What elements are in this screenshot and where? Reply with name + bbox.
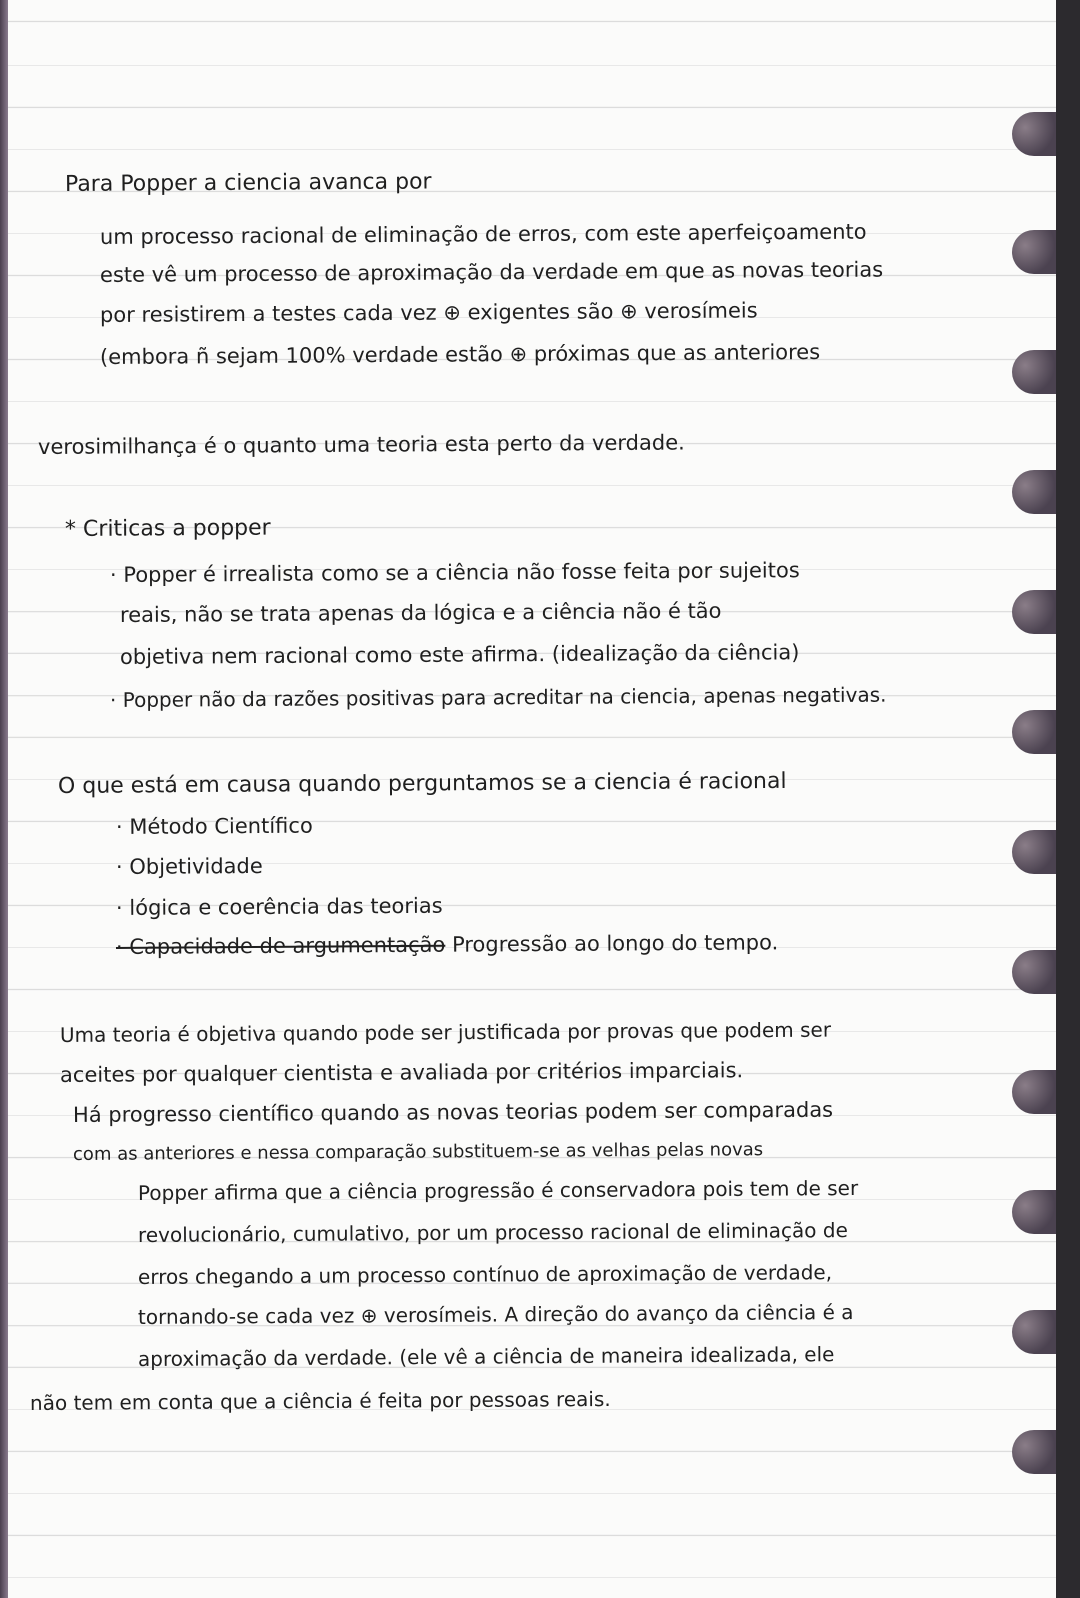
note-line: Para Popper a ciencia avanca por <box>64 169 432 197</box>
note-line: erros chegando a um processo contínuo de aproximação de verdade, <box>137 1260 833 1289</box>
note-line: Há progresso científico quando as novas teorias podem ser comparadas <box>72 1097 834 1127</box>
binder-disc <box>1012 1430 1056 1474</box>
note-line: não tem em conta que a ciência é feita por pessoas reais. <box>29 1386 611 1415</box>
binder-disc <box>1012 350 1056 394</box>
binder-disc <box>1012 710 1056 754</box>
binder-disc <box>1012 230 1056 274</box>
note-line: verosimilhança é o quanto uma teoria esta perto da verdade. <box>37 430 685 459</box>
note-line: Popper afirma que a ciência progressão é conservadora pois tem de ser <box>137 1175 859 1205</box>
note-line: este vê um processo de aproximação da verdade em que as novas teorias <box>99 257 884 287</box>
note-line: aceites por qualquer cientista e avaliada por critérios imparciais. <box>59 1058 744 1087</box>
note-line: reais, não se trata apenas da lógica e a ciência não é tão <box>119 598 722 627</box>
note-line: O que está em causa quando perguntamos se a ciencia é racional <box>57 768 787 799</box>
note-line: Uma teoria é objetiva quando pode ser justificada por provas que podem ser <box>59 1017 832 1047</box>
binder-disc <box>1012 590 1056 634</box>
binder-disc <box>1012 112 1056 156</box>
struck-text: · Capacidade de argumentação <box>115 932 446 959</box>
note-line: com as anteriores e nessa comparação substituem-se as velhas pelas novas <box>72 1139 764 1165</box>
note-line: · lógica e coerência das teorias <box>115 893 443 920</box>
note-line: um processo racional de eliminação de erros, com este aperfeiçoamento <box>99 219 867 249</box>
note-line: · Método Científico <box>115 813 313 839</box>
note-line-with-strike <box>116 927 778 962</box>
note-line: revolucionário, cumulativo, por um processo racional de eliminação de <box>137 1218 848 1247</box>
binder-disc <box>1012 1310 1056 1354</box>
note-line: · Popper é irrealista como se a ciência não fosse feita por sujeitos <box>109 558 800 587</box>
binder-disc <box>1012 1190 1056 1234</box>
notebook-edge <box>0 0 8 1598</box>
binder-disc <box>1012 950 1056 994</box>
notebook-page <box>8 0 1056 1598</box>
note-line: aproximação da verdade. (ele vê a ciência de maneira idealizada, ele <box>137 1342 835 1371</box>
binder-disc <box>1012 470 1056 514</box>
note-line: * Criticas a popper <box>64 515 271 542</box>
binder-disc <box>1012 830 1056 874</box>
note-line: · Objetividade <box>115 853 263 879</box>
note-line: por resistirem a testes cada vez ⊕ exigentes são ⊕ verosímeis <box>99 298 758 327</box>
note-line: objetiva nem racional como este afirma. (idealização da ciência) <box>119 640 800 669</box>
note-line: · Popper não da razões positivas para acreditar na ciencia, apenas negativas. <box>109 682 887 712</box>
replacement-text: Progressão ao longo do tempo. <box>451 930 779 957</box>
note-line: (embora ñ sejam 100% verdade estão ⊕ próximas que as anteriores <box>99 339 821 369</box>
note-line: tornando-se cada vez ⊕ verosímeis. A direção do avanço da ciência é a <box>137 1300 854 1329</box>
binder-disc <box>1012 1070 1056 1114</box>
